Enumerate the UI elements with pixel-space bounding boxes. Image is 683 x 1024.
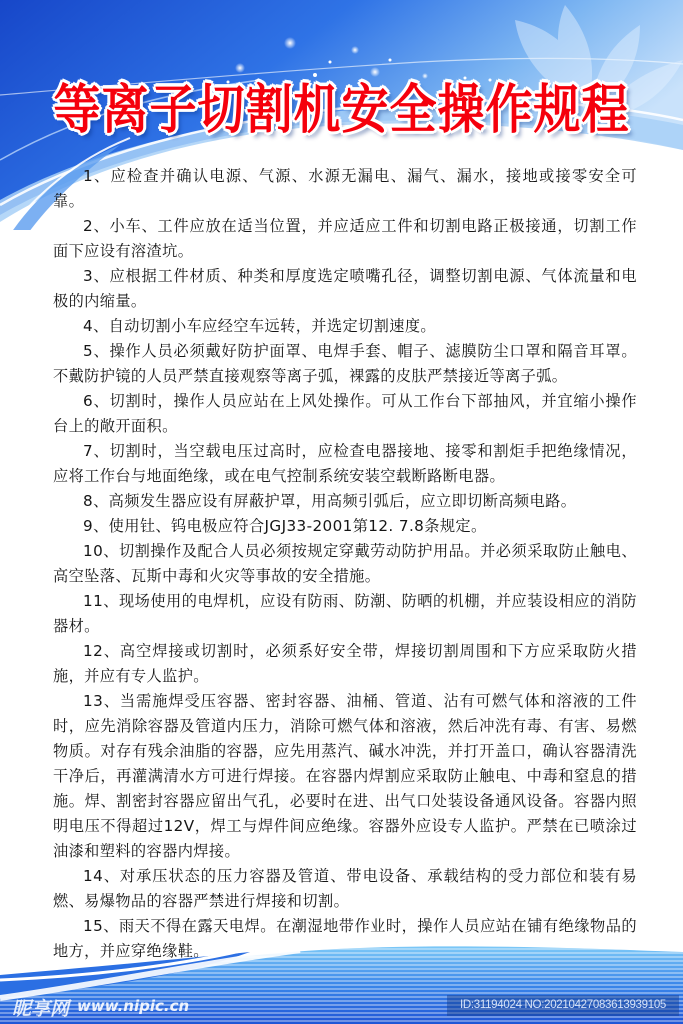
rule-item-11: 11、现场使用的电焊机，应设有防雨、防潮、防晒的机棚，并应装设相应的消防器材。 — [53, 592, 637, 635]
rule-item-10: 10、切割操作及配合人员必须按规定穿戴劳动防护用品。并必须采取防止触电、高空坠落、瓦斯中毒和火灾等事故的安全措施。 — [53, 542, 637, 585]
rule-item-1: 1、应检查并确认电源、气源、水源无漏电、漏气、漏水，接地或接零安全可靠。 — [53, 167, 637, 210]
rule-item-12: 12、高空焊接或切割时，必须系好安全带，焊接切割周围和下方应采取防火措施，并应有专人监护。 — [53, 642, 637, 685]
watermark-url: www.nipic.cn — [77, 997, 190, 1015]
rule-item-9: 9、使用钍、钨电极应符合JGJ33-2001第12. 7.8条规定。 — [83, 517, 487, 535]
rule-item-4: 4、自动切割小车应经空车远转，并选定切割速度。 — [83, 317, 436, 335]
rule-item-3: 3、应根据工件材质、种类和厚度选定喷嘴孔径，调整切割电源、气体流量和电极的内缩量。 — [53, 267, 637, 310]
watermark-id: ID:31194024 NO:20210427083613939105 — [447, 995, 679, 1016]
rule-item-2: 2、小车、工件应放在适当位置，并应适应工件和切割电路正极接通，切割工作面下应设有溶渣坑。 — [53, 217, 637, 260]
rules-list — [53, 164, 637, 989]
rule-item-13: 13、当需施焊受压容器、密封容器、油桶、管道、沾有可燃气体和溶液的工件时，应先消除容器及管道内压力，消除可燃气体和溶液，然后冲洗有毒、有害、易燃物质。对存有残余油脂的容器，应先用蒸汽、碱水冲洗，并打开盖口，确认容器清洗干净后，再灌满清水方可进行焊接。在容器内焊割应采取防止触电、中毒和窒息的措施。焊、割密封容器应留出气孔，必要时在进、出气口处装设备通风设备。容器内照明电压不得超过12V，焊工与焊件间应绝缘。容器外应设专人监护。严禁在已喷涂过油漆和塑料的容器内焊接。 — [53, 692, 637, 860]
rule-item-15: 15、雨天不得在露天电焊。在潮湿地带作业时，操作人员应站在铺有绝缘物品的地方，并应穿绝缘鞋。 — [53, 917, 637, 960]
rule-item-14: 14、对承压状态的压力容器及管道、带电设备、承载结构的受力部位和装有易燃、易爆物品的容器严禁进行焊接和切割。 — [53, 867, 637, 910]
rule-item-8: 8、高频发生器应设有屏蔽护罩，用高频引弧后，应立即切断高频电路。 — [83, 492, 577, 510]
rule-item-6: 6、切割时，操作人员应站在上风处操作。可从工作台下部抽风，并宜缩小操作台上的敞开面积。 — [53, 392, 637, 435]
watermark-logo: 昵享网 — [12, 998, 70, 1020]
rule-item-5: 5、操作人员必须戴好防护面罩、电焊手套、帽子、滤膜防尘口罩和隔音耳罩。不戴防护镜的人员严禁直接观察等离子弧，裸露的皮肤严禁接近等离子弧。 — [53, 342, 637, 385]
poster-title: 等离子切割机安全操作规程 — [53, 79, 630, 141]
rule-item-7: 7、切割时，当空载电压过高时，应检查电器接地、接零和割炬手把绝缘情况，应将工作台与地面绝缘，或在电气控制系统安装空载断路断电器。 — [53, 442, 637, 485]
